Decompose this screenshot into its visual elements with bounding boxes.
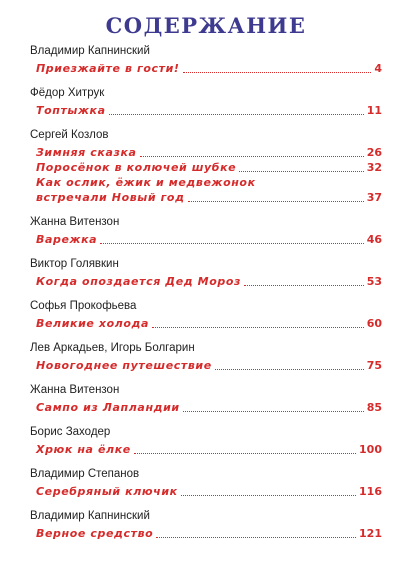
author-name: Сергей Козлов <box>30 129 109 141</box>
page-number: 60 <box>366 317 382 330</box>
toc-entry <box>30 509 382 541</box>
story-title: встречали Новый год <box>36 191 185 204</box>
dot-leader <box>109 113 364 115</box>
dot-leader <box>215 368 364 370</box>
story-title: Сампо из Лапландии <box>36 401 180 414</box>
author-name: Софья Прокофьева <box>30 300 137 312</box>
story-row[interactable] <box>36 145 382 160</box>
story-title: Серебряный ключик <box>36 485 178 498</box>
page-number: 53 <box>366 275 382 288</box>
story-row[interactable] <box>36 103 382 118</box>
dot-leader <box>244 284 364 286</box>
author-name: Фёдор Хитрук <box>30 87 105 99</box>
story-title: Хрюк на ёлке <box>36 443 131 456</box>
story-title: Приезжайте в гости! <box>36 62 180 75</box>
page-number: 116 <box>359 485 382 498</box>
dot-leader <box>156 536 356 538</box>
author-name: Владимир Капнинский <box>30 510 150 522</box>
story-title: Топтыжка <box>36 104 106 117</box>
dot-leader <box>134 452 356 454</box>
toc-entry <box>30 257 382 289</box>
story-row[interactable] <box>36 526 382 541</box>
author-name: Виктор Голявкин <box>30 258 119 270</box>
story-title: Верное средство <box>36 527 154 540</box>
page-number: 32 <box>366 161 382 174</box>
story-row[interactable] <box>36 442 382 457</box>
author-name: Владимир Капнинский <box>30 45 150 57</box>
page-number: 100 <box>359 443 382 456</box>
toc-entry <box>30 425 382 457</box>
toc-list <box>30 44 382 541</box>
author-name: Жанна Витензон <box>30 384 120 396</box>
toc-entry <box>30 299 382 331</box>
story-title: Новогоднее путешествие <box>36 359 212 372</box>
story-row[interactable] <box>36 400 382 415</box>
story-title: Когда опоздается Дед Мороз <box>36 275 241 288</box>
story-title: Варежка <box>36 233 98 246</box>
story-row[interactable] <box>36 160 382 175</box>
page-number: 46 <box>366 233 382 246</box>
story-row[interactable] <box>36 484 382 499</box>
author-name: Владимир Степанов <box>30 468 140 480</box>
dot-leader <box>183 71 372 73</box>
story-title: Поросёнок в колючей шубке <box>36 161 237 174</box>
dot-leader <box>188 200 364 202</box>
toc-entry <box>30 341 382 373</box>
toc-title: СОДЕРЖАНИЕ <box>105 13 307 38</box>
story-row[interactable] <box>36 61 382 76</box>
story-row[interactable] <box>36 232 382 247</box>
page-number: 75 <box>366 359 382 372</box>
author-name: Лев Аркадьев, Игорь Болгарин <box>30 342 195 354</box>
dot-leader <box>183 410 364 412</box>
toc-entry <box>30 215 382 247</box>
story-title: Великие холода <box>36 317 150 330</box>
toc-entry <box>30 467 382 499</box>
page-number: 121 <box>359 527 382 540</box>
dot-leader <box>181 494 356 496</box>
page-number: 11 <box>366 104 382 117</box>
dot-leader <box>152 326 364 328</box>
story-title: Зимняя сказка <box>36 146 137 159</box>
story-row[interactable] <box>36 274 382 289</box>
dot-leader <box>140 155 364 157</box>
story-row[interactable] <box>36 316 382 331</box>
author-name: Борис Заходер <box>30 426 111 438</box>
story-title: Как ослик, ёжик и медвежонок <box>36 176 256 189</box>
story-row[interactable] <box>36 175 382 190</box>
toc-entry <box>30 128 382 205</box>
dot-leader <box>239 170 363 172</box>
toc-entry <box>30 44 382 76</box>
toc-entry <box>30 86 382 118</box>
author-name: Жанна Витензон <box>30 216 120 228</box>
page-number: 26 <box>366 146 382 159</box>
page-number: 37 <box>366 191 382 204</box>
story-row[interactable] <box>36 190 382 205</box>
toc-entry <box>30 383 382 415</box>
story-row[interactable] <box>36 358 382 373</box>
dot-leader <box>100 242 364 244</box>
page-number: 4 <box>374 62 382 75</box>
page-number: 85 <box>366 401 382 414</box>
